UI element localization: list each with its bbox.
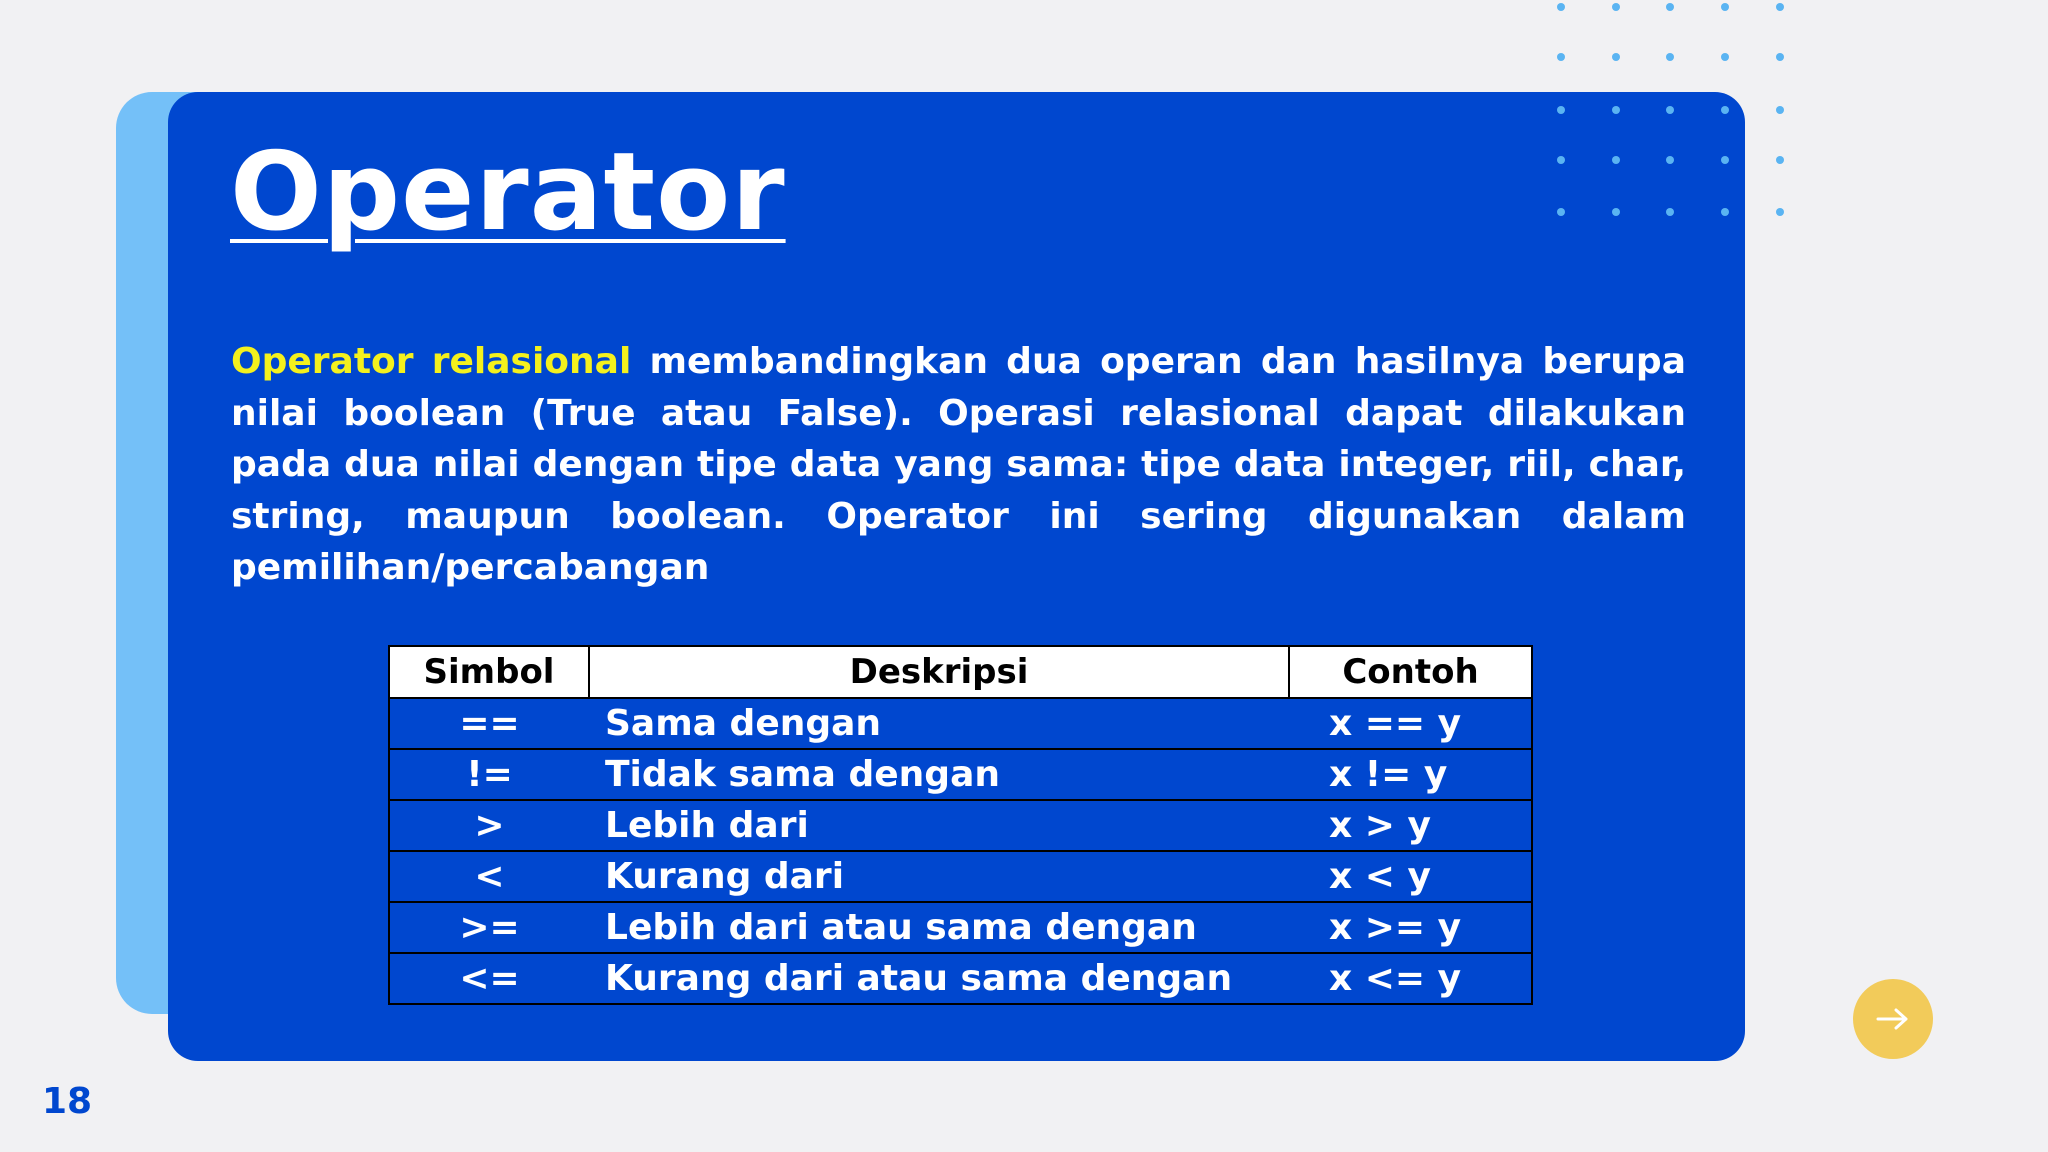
description-cell: Kurang dari atau sama dengan — [589, 953, 1289, 1004]
next-slide-button[interactable] — [1853, 979, 1933, 1059]
description-cell: Kurang dari — [589, 851, 1289, 902]
operator-table — [388, 645, 1533, 1005]
description-cell: Tidak sama dengan — [589, 749, 1289, 800]
example-cell: x != y — [1289, 749, 1532, 800]
table-row — [389, 749, 1532, 800]
symbol-cell: >= — [389, 902, 589, 953]
example-cell: x > y — [1289, 800, 1532, 851]
example-cell: x <= y — [1289, 953, 1532, 1004]
header-description: Deskripsi — [589, 646, 1289, 698]
header-example: Contoh — [1289, 646, 1532, 698]
page-number: 18 — [42, 1081, 93, 1122]
symbol-cell: <= — [389, 953, 589, 1004]
highlight-term: Operator relasional — [231, 341, 632, 382]
table-row — [389, 800, 1532, 851]
table-row — [389, 698, 1532, 749]
symbol-cell: == — [389, 698, 589, 749]
description-cell: Lebih dari — [589, 800, 1289, 851]
description-cell: Sama dengan — [589, 698, 1289, 749]
arrow-right-icon — [1875, 1007, 1911, 1031]
description-paragraph — [231, 336, 1686, 594]
table-row — [389, 902, 1532, 953]
example-cell: x == y — [1289, 698, 1532, 749]
table-row — [389, 953, 1532, 1004]
example-cell: x >= y — [1289, 902, 1532, 953]
description-text: membandingkan dua operan dan hasilnya berupa nilai boolean (True atau False). Operasi relasional dapat dilakukan pada dua nilai dengan tipe data yang sama: tipe data integer, riil, char, string, maupun boolean. Operator ini sering digunakan dalam pemilihan/percabangan — [231, 341, 1686, 588]
table-row — [389, 851, 1532, 902]
symbol-cell: != — [389, 749, 589, 800]
example-cell: x < y — [1289, 851, 1532, 902]
description-cell: Lebih dari atau sama dengan — [589, 902, 1289, 953]
slide-title: Operator — [230, 130, 786, 255]
table-header-row — [389, 646, 1532, 698]
decorative-dot-grid — [1540, 0, 1800, 230]
symbol-cell: > — [389, 800, 589, 851]
header-symbol: Simbol — [389, 646, 589, 698]
symbol-cell: < — [389, 851, 589, 902]
